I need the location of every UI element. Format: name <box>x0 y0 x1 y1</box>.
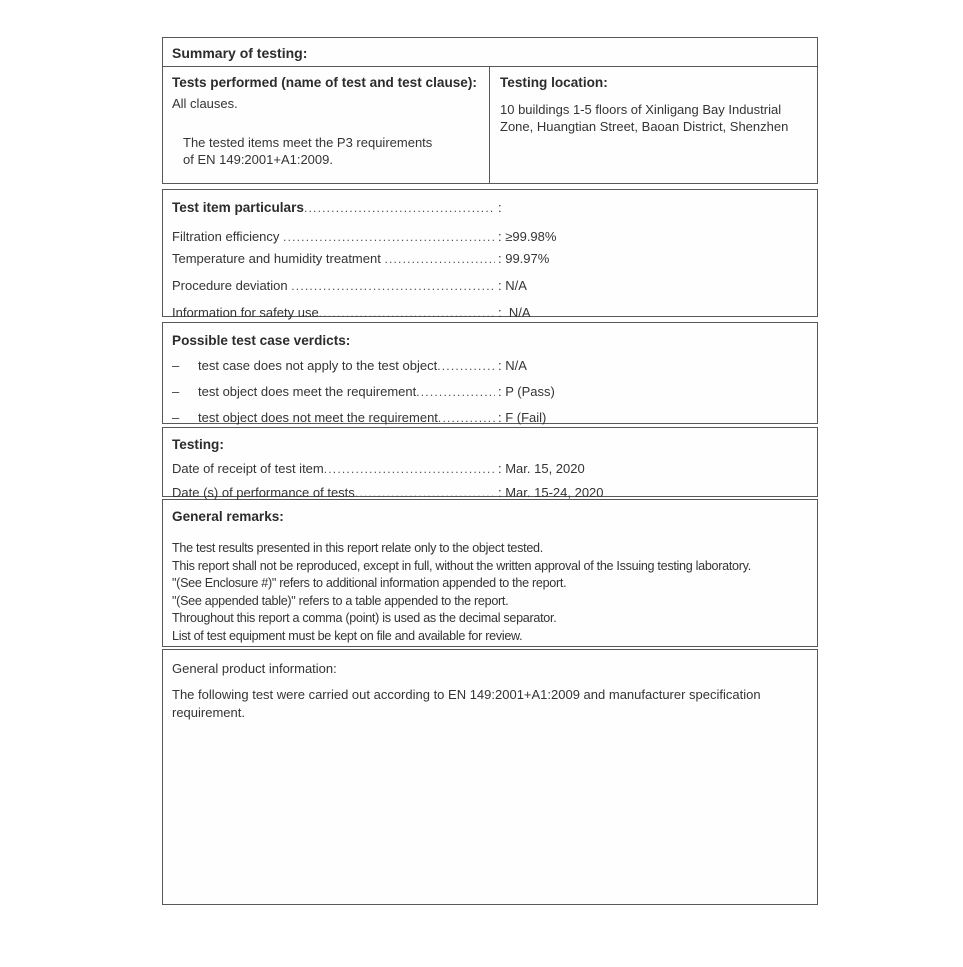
verdict-value: : N/A <box>498 358 527 374</box>
test-report-document <box>162 37 818 905</box>
general-product-info-heading: General product information: <box>172 661 337 677</box>
dotted-leader <box>324 460 495 478</box>
dotted-leader <box>319 304 495 322</box>
dotted-leader <box>283 228 495 246</box>
particulars-value: : 99.97% <box>498 251 550 267</box>
particulars-row-temperature <box>172 250 808 268</box>
particulars-label: Filtration efficiency <box>172 229 284 245</box>
remark-line: This report shall not be reproduced, except in full, without the written approval of the Issuing testing laboratory. <box>172 558 751 573</box>
test-item-particulars-colon: : <box>498 200 502 216</box>
particulars-label: Information for safety use <box>172 305 319 321</box>
verdict-value: : F (Fail) <box>498 410 547 426</box>
tests-performed-clauses: All clauses. <box>172 96 238 112</box>
verdict-label: test object does not meet the requirement <box>198 410 438 426</box>
testing-row-receipt-date <box>172 460 808 478</box>
remark-line: List of test equipment must be kept on file and available for review. <box>172 628 523 643</box>
particulars-row-procedure-deviation <box>172 277 808 295</box>
testing-location-column <box>490 67 817 183</box>
dotted-leader <box>437 357 495 375</box>
general-remarks-heading: General remarks: <box>172 509 284 525</box>
verdict-label: test object does meet the requirement <box>198 384 417 400</box>
remark-line: The test results presented in this report relate only to the object tested. <box>172 541 543 556</box>
particulars-value: : N/A <box>498 305 531 321</box>
verdict-value: : P (Pass) <box>498 384 555 400</box>
verdict-row-fail <box>172 409 808 427</box>
verdict-row-na <box>172 357 808 375</box>
testing-heading: Testing: <box>172 437 224 453</box>
dotted-leader <box>291 277 495 295</box>
tests-performed-note-line1: The tested items meet the P3 requirements <box>183 135 433 151</box>
tests-performed-location-section <box>162 66 818 184</box>
particulars-row-safety-use <box>172 304 808 322</box>
tests-performed-heading: Tests performed (name of test and test clause): <box>172 75 477 91</box>
testing-value: : Mar. 15-24, 2020 <box>498 485 604 501</box>
testing-label: Date (s) of performance of tests <box>172 485 355 501</box>
testing-dates-section <box>162 427 818 501</box>
testing-location-address: 10 buildings 1-5 floors of Xinligang Bay Industrial Zone, Huangtian Street, Baoan District, Shenzhen <box>500 102 789 135</box>
particulars-value: : ≥99.98% <box>498 229 557 245</box>
dash-bullet: – <box>172 410 180 426</box>
remark-line: "(See appended table)" refers to a table appended to the report. <box>172 593 509 608</box>
summary-of-testing-title: Summary of testing: <box>172 45 308 61</box>
testing-label: Date of receipt of test item <box>172 461 324 477</box>
tests-performed-note <box>172 134 480 168</box>
dash-bullet: – <box>172 358 180 374</box>
particulars-label: Procedure deviation <box>172 278 292 294</box>
verdict-row-pass <box>172 383 808 401</box>
verdict-label: test case does not apply to the test object <box>198 358 438 374</box>
general-product-information-section <box>162 649 818 905</box>
general-remarks-section <box>162 499 818 647</box>
tests-performed-note-line2: of EN 149:2001+A1:2009. <box>183 152 333 168</box>
testing-value: : Mar. 15, 2020 <box>498 461 585 477</box>
tests-performed-column <box>163 67 490 183</box>
remark-line: "(See Enclosure #)" refers to additional information appended to the report. <box>172 576 567 591</box>
remark-line: Throughout this report a comma (point) is used as the decimal separator. <box>172 611 557 626</box>
general-product-info-body: The following test were carried out according to EN 149:2001+A1:2009 and manufacturer specification requirement. <box>172 687 761 720</box>
dotted-leader <box>355 484 495 502</box>
summary-of-testing-section <box>162 37 818 68</box>
particulars-value: : N/A <box>498 278 527 294</box>
dotted-leader <box>304 199 495 217</box>
testing-location-heading: Testing location: <box>500 75 608 91</box>
dash-bullet: – <box>172 384 180 400</box>
dotted-leader <box>384 250 495 268</box>
test-item-particulars-label: Test item particulars <box>172 200 304 216</box>
verdicts-heading: Possible test case verdicts: <box>172 333 351 349</box>
particulars-label: Temperature and humidity treatment <box>172 251 385 267</box>
dotted-leader <box>438 409 495 427</box>
particulars-row-filtration <box>172 228 808 246</box>
test-item-particulars-section <box>162 189 818 321</box>
possible-test-case-verdicts-section <box>162 322 818 424</box>
test-item-particulars-heading-row <box>172 199 808 217</box>
dotted-leader <box>416 383 495 401</box>
